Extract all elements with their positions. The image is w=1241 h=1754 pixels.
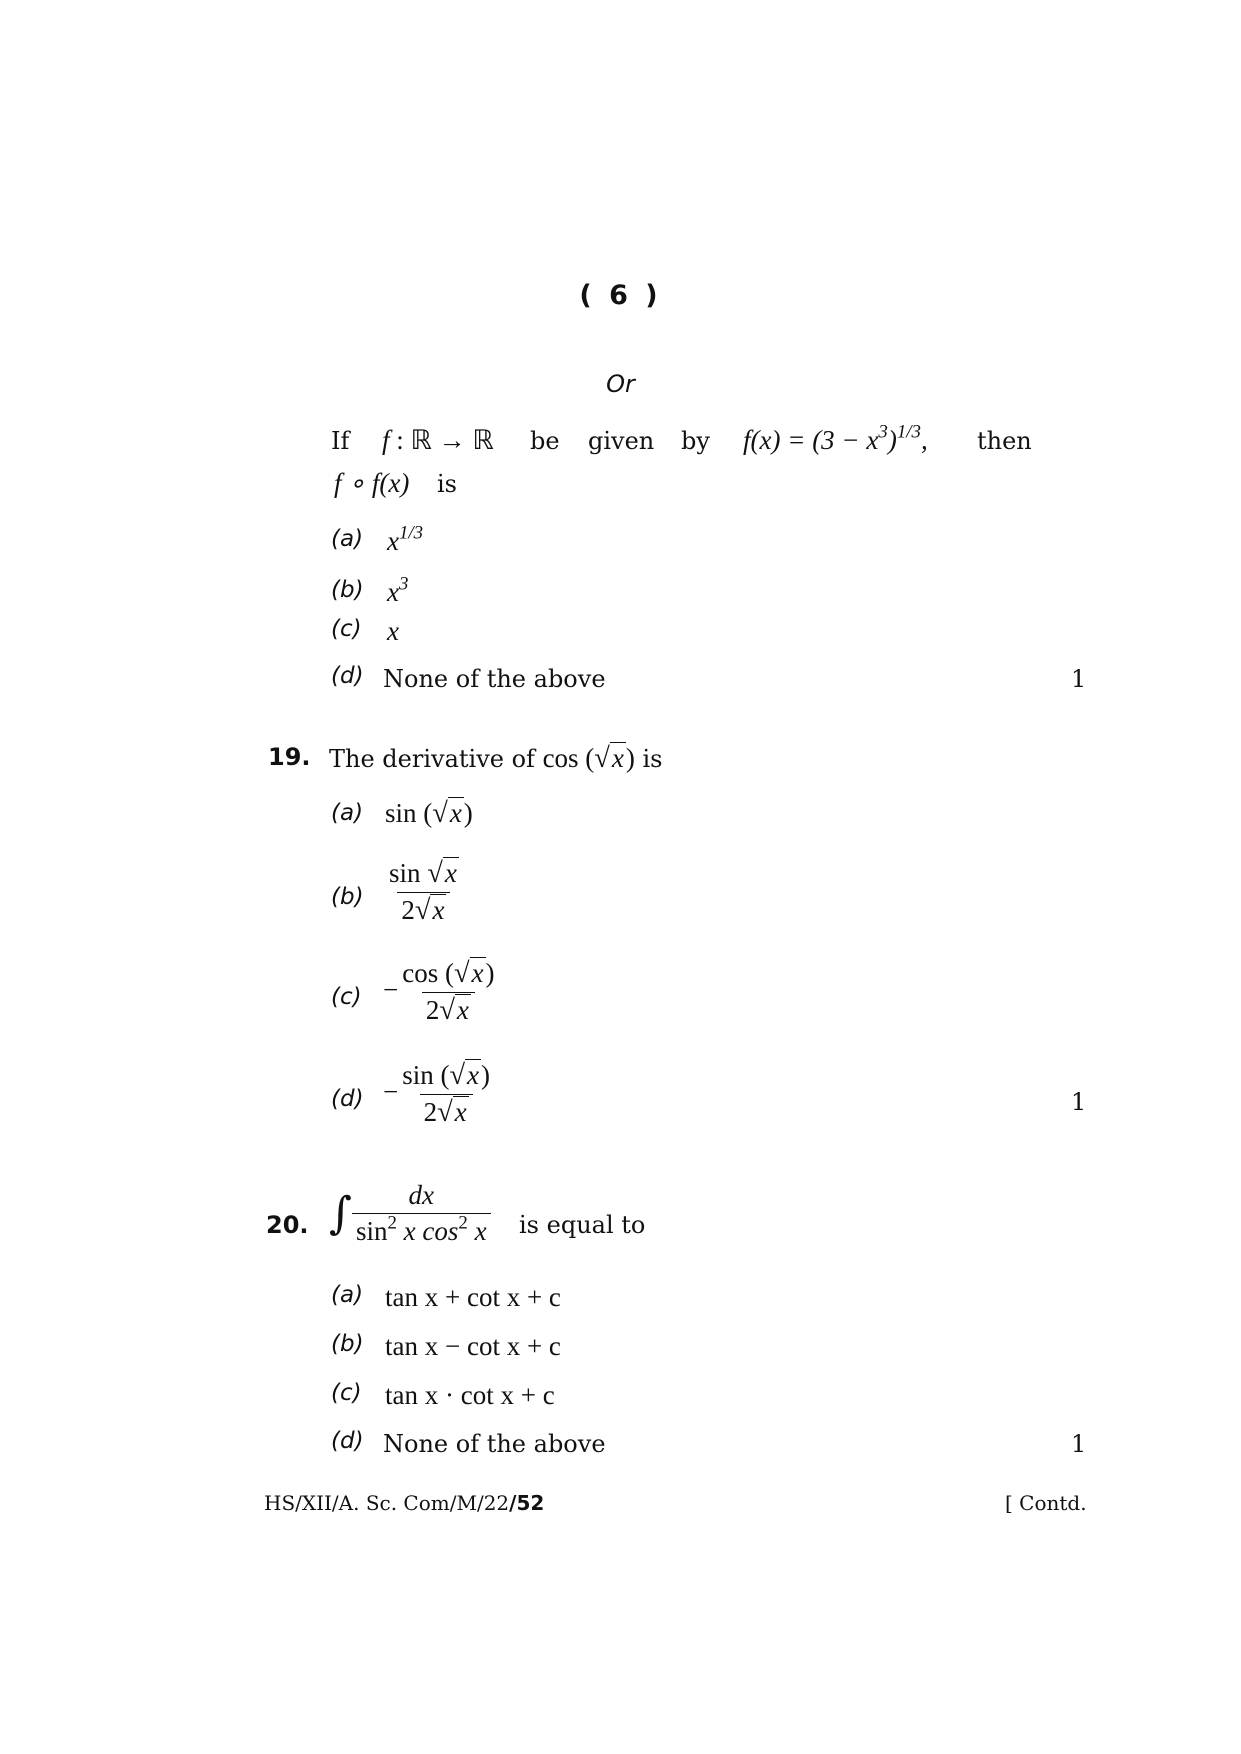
sqrt-icon: √ <box>453 958 470 989</box>
q19-option-a-suffix: ) <box>463 798 473 828</box>
sqrt-icon: √ <box>427 858 443 889</box>
q19-option-b-num-prefix: sin <box>389 858 428 888</box>
q19-option-c <box>383 958 499 1027</box>
q20-den-sin: sin <box>355 1216 388 1246</box>
q20-option-c: tan x · cot x + c <box>385 1380 555 1410</box>
q18-composition: f ∘ f(x) <box>334 468 410 498</box>
q18-word-given: given <box>588 427 655 455</box>
q19-option-d-fraction <box>398 1060 494 1129</box>
q19-stem-text: The derivative of <box>329 745 535 773</box>
q20-den-x1: x cos <box>396 1216 459 1246</box>
q18-map <box>382 425 494 456</box>
q19-option-c-num-sqrt <box>454 958 486 988</box>
footer-code: HS/XII/A. Sc. Com/M/22 <box>264 1491 510 1515</box>
q18-option-b <box>387 573 409 608</box>
q18-option-a-label: (a) <box>331 526 364 552</box>
q18-map-domain: : ℝ → ℝ <box>389 425 494 455</box>
q20-option-c-label: (c) <box>331 1380 362 1406</box>
q19-option-c-fraction <box>398 958 498 1027</box>
q19-option-c-num-prefix: cos ( <box>402 958 454 988</box>
q19-option-c-num-suffix: ) <box>485 958 495 988</box>
q19-option-a-label: (a) <box>331 800 364 826</box>
q18-func-exp-outer: 1/3 <box>896 421 921 443</box>
q18-option-b-base: x <box>387 577 399 607</box>
q18-function-definition <box>743 421 928 456</box>
q19-option-d-num-suffix: ) <box>481 1060 491 1090</box>
sqrt-icon: √ <box>432 798 448 829</box>
q19-stem-close: ) <box>625 743 635 773</box>
q20-tail: is equal to <box>519 1211 646 1239</box>
q20-option-a: tan x + cot x + c <box>385 1282 561 1312</box>
q18-marks: 1 <box>1071 665 1087 693</box>
q19-option-d-num-sqrt <box>449 1060 481 1090</box>
q19-option-d-numerator <box>398 1060 494 1094</box>
sqrt-icon: √ <box>437 1097 453 1128</box>
q19-option-d-num-prefix: sin ( <box>402 1060 450 1090</box>
q18-word-be: be <box>530 427 560 455</box>
q19-stem-is: is <box>642 745 663 773</box>
q20-den-exp1: 2 <box>387 1212 397 1234</box>
sqrt-icon: √ <box>439 995 455 1026</box>
q18-option-d-label: (d) <box>331 663 364 689</box>
q19-option-d <box>383 1060 494 1129</box>
q19-option-c-numerator <box>398 958 498 992</box>
q18-option-c-label: (c) <box>331 616 362 642</box>
q19-option-a-prefix: sin ( <box>385 798 433 828</box>
q19-option-a <box>385 798 473 830</box>
q18-word-by: by <box>681 427 710 455</box>
q18-option-c: x <box>387 616 399 646</box>
q20-option-b-label: (b) <box>331 1331 364 1357</box>
page-number: ( 6 ) <box>579 280 662 311</box>
q19-option-d-num-var: x <box>467 1060 480 1090</box>
q19-option-b-fraction <box>385 858 463 927</box>
q19-option-b-denominator <box>397 892 450 927</box>
q19-option-b-num-var: x <box>444 858 457 888</box>
q19-option-c-den-sqrt <box>439 995 471 1025</box>
q19-option-b-num-sqrt <box>427 858 459 888</box>
q19-option-d-label: (d) <box>331 1086 364 1112</box>
q18-word-is: is <box>437 470 457 498</box>
q19-option-c-num-var: x <box>471 958 484 988</box>
q20-option-b: tan x − cot x + c <box>385 1331 561 1361</box>
q18-option-a-base: x <box>387 526 399 556</box>
q20-den-exp2: 2 <box>458 1212 468 1234</box>
q20-den-x2: x <box>467 1216 487 1246</box>
q19-stem-func: cos ( <box>542 743 595 773</box>
q18-func-exp-inner: 3 <box>878 421 888 443</box>
q19-option-d-denominator <box>420 1094 473 1129</box>
q19-option-b-label: (b) <box>331 884 364 910</box>
q18-option-a <box>387 522 424 557</box>
q19-option-d-den-var: x <box>454 1097 467 1127</box>
sqrt-icon: √ <box>414 895 431 926</box>
q19-stem-expr <box>543 743 635 773</box>
q18-func-close: ) <box>887 425 897 455</box>
q18-func-lhs: f(x) = (3 − x <box>743 425 879 455</box>
q19-option-b-den-coef: 2 <box>401 895 415 925</box>
sqrt-icon: √ <box>594 743 610 774</box>
footer-code-bold: /52 <box>509 1491 545 1515</box>
q19-option-c-den-var: x <box>456 995 469 1025</box>
q19-stem <box>329 743 662 775</box>
integral-sign-icon: ∫ <box>329 1188 352 1239</box>
q18-option-a-exp: 1/3 <box>398 522 424 544</box>
q18-word-if: If <box>331 427 350 455</box>
q19-option-b-numerator <box>385 858 463 892</box>
q20-option-d: None of the above <box>383 1430 606 1458</box>
q20-number: 20. <box>266 1211 309 1239</box>
q20-fraction <box>352 1180 491 1247</box>
q20-numerator: dx <box>408 1180 434 1210</box>
q19-option-b-den-sqrt <box>415 895 447 925</box>
q19-option-d-den-coef: 2 <box>423 1097 438 1127</box>
q19-option-a-sqrt <box>432 798 464 828</box>
sqrt-icon: √ <box>449 1060 466 1091</box>
q19-marks: 1 <box>1071 1088 1087 1116</box>
q19-option-c-label: (c) <box>331 984 362 1010</box>
q20-option-d-label: (d) <box>331 1428 364 1454</box>
q20-denominator <box>352 1213 491 1247</box>
q18-option-d: None of the above <box>383 665 606 693</box>
q18-option-b-exp: 3 <box>398 573 409 595</box>
q19-option-d-den-sqrt <box>437 1097 469 1127</box>
q19-option-c-sign: − <box>383 974 399 1005</box>
q19-stem-sqrt <box>594 743 626 773</box>
q19-option-c-den-coef: 2 <box>425 995 440 1025</box>
q19-stem-var: x <box>611 743 624 773</box>
q19-option-d-sign: − <box>383 1076 399 1107</box>
q19-option-a-var: x <box>449 798 462 828</box>
q19-number: 19. <box>268 743 311 771</box>
q19-option-b <box>385 858 463 927</box>
q18-map-f: f <box>382 425 390 455</box>
q20-option-a-label: (a) <box>331 1282 364 1308</box>
or-label: Or <box>606 370 635 398</box>
footer-paper-code <box>264 1491 544 1515</box>
q18-func-comma: , <box>920 425 928 455</box>
footer-contd: [ Contd. <box>1005 1491 1087 1515</box>
q19-option-c-denominator <box>422 992 475 1027</box>
q20-integral <box>329 1180 491 1247</box>
q20-marks: 1 <box>1071 1430 1087 1458</box>
q18-word-then: then <box>977 427 1032 455</box>
q19-option-b-den-var: x <box>432 895 445 925</box>
q18-option-b-label: (b) <box>331 577 364 603</box>
